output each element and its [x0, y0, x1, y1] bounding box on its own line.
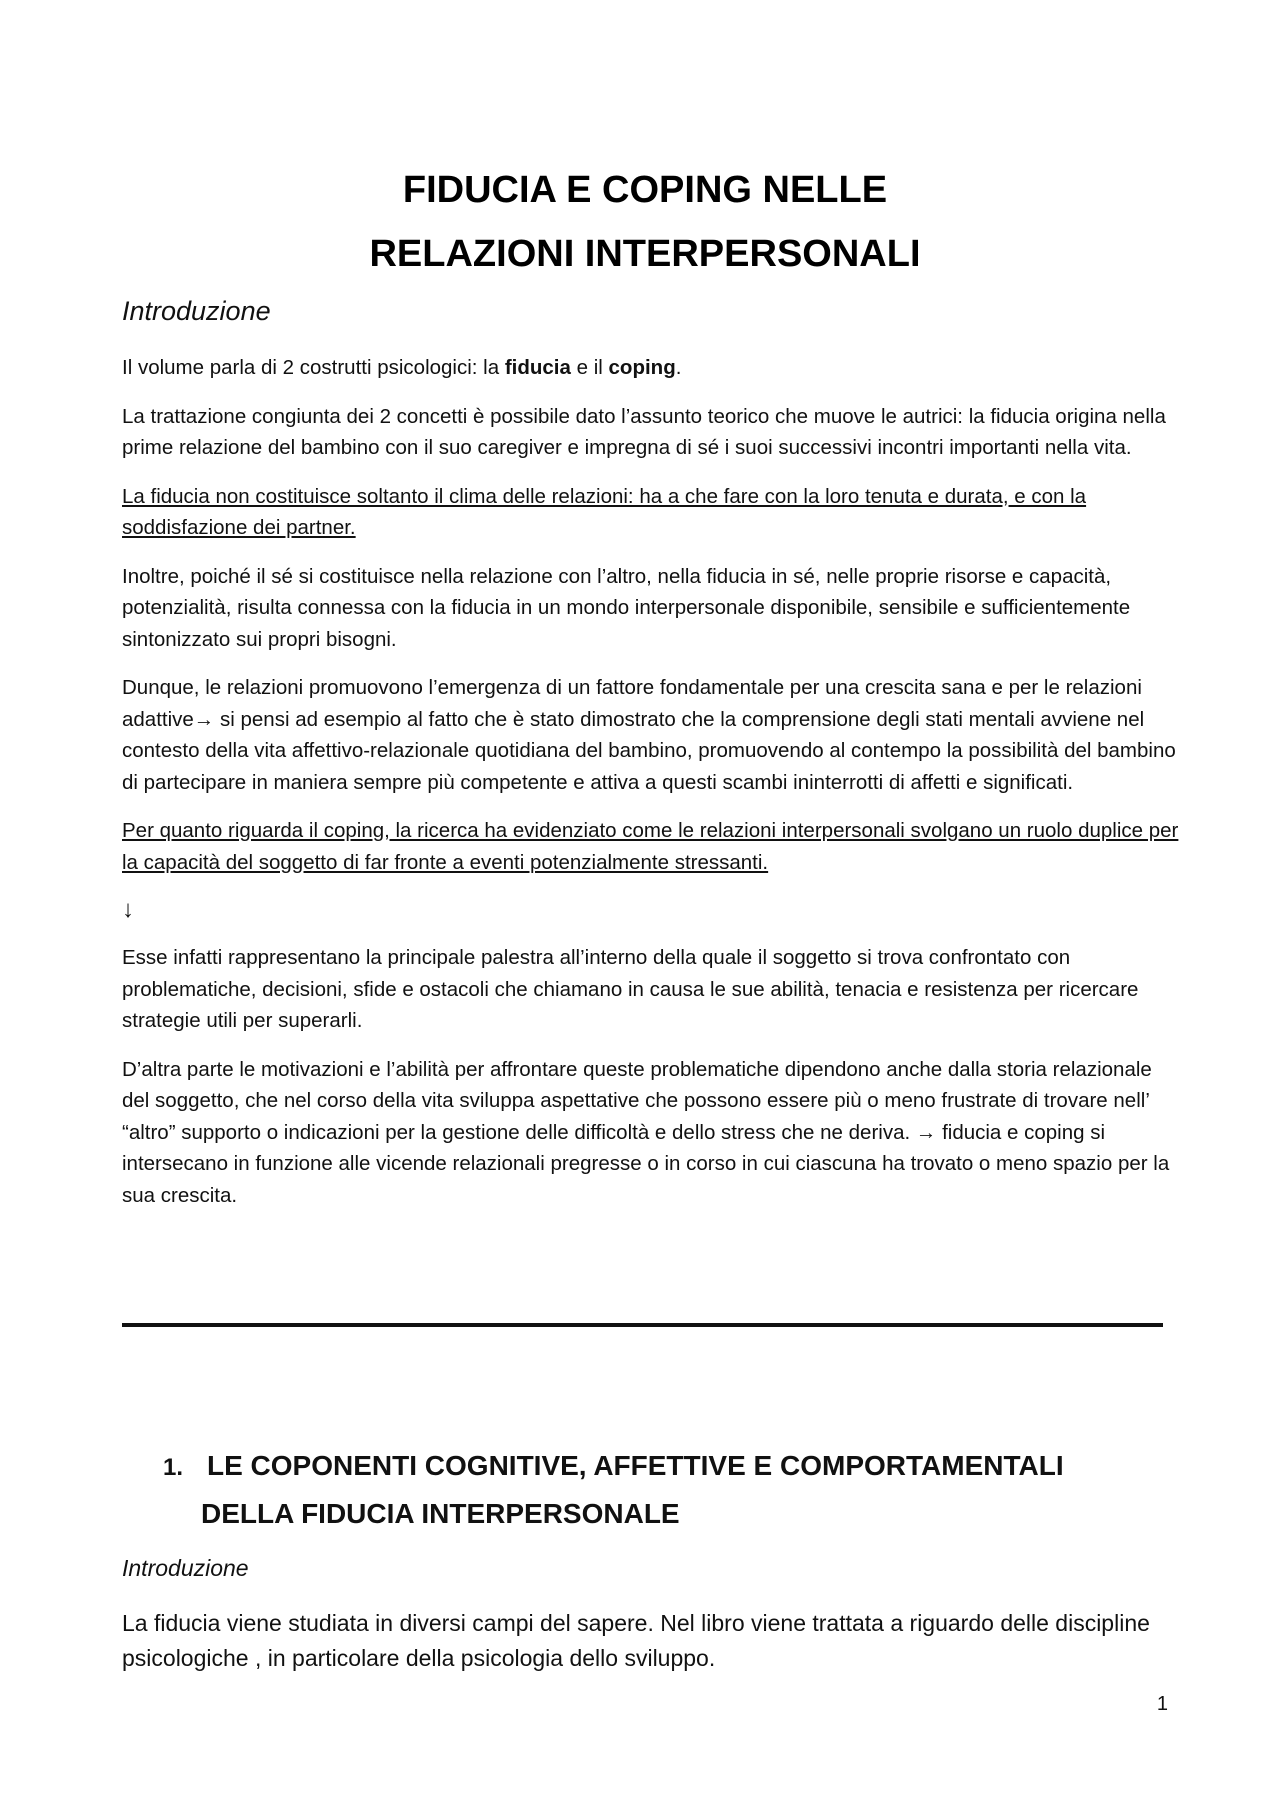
chapter-heading: [163, 1443, 1163, 1537]
paragraph-8: D’altra parte le motivazioni e l’abilità per affrontare queste problematiche dipendono anche dalla storia relazionale del soggetto, che nel corso della vita sviluppa aspettative che possono essere più o meno frustrate di trovare nell’ “altro” supporto o indicazioni per la gestione delle difficoltà e dello stress che ne deriva. → fiducia e coping si intersecano in funzione alle vicende relazionali pregresse o in corso in cui ciascuna ha trovato o meno spazio per la sua crescita.: [122, 1057, 1170, 1207]
chapter-title-line-2: DELLA FIDUCIA INTERPERSONALE: [201, 1498, 680, 1529]
paragraph-2: La trattazione congiunta dei 2 concetti è possibile dato l’assunto teorico che muove le autrici: la fiducia origina nella prime relazione del bambino con il suo caregiver e impregna di sé i suoi successivi incontri importanti nella vita.: [122, 404, 1166, 459]
down-arrow-icon: ↓: [122, 896, 134, 923]
chapter-paragraph-1: La fiducia viene studiata in diversi campi del sapere. Nel libro viene trattata a riguardo delle discipline psicologiche , in particolare della psicologia dello sviluppo.: [122, 1610, 1150, 1671]
chapter-number: 1.: [163, 1454, 184, 1481]
paragraph-1: [122, 352, 1182, 384]
chapter-body: [122, 1606, 1182, 1676]
paragraph-5: Dunque, le relazioni promuovono l’emergenza di un fattore fondamentale per una crescita sana e per le relazioni adattive→ si pensi ad esempio al fatto che è stato dimostrato che la comprensione degli stati mentali avviene nel contesto della vita affettivo-relazionale quotidiana del bambino, promuovendo al contempo la possibilità del bambino di partecipare in maniera sempre più competente e attiva a questi scambi ininterrotti di affetti e significati.: [122, 676, 1176, 794]
section-divider: [122, 1323, 1163, 1327]
p1-text-a: Il volume parla di 2 costrutti psicologici: la: [122, 356, 505, 379]
p1-bold-coping: coping: [608, 356, 676, 379]
chapter-intro-heading: Introduzione: [122, 1555, 249, 1581]
paragraph-7: Esse infatti rappresentano la principale palestra all’interno della quale il soggetto si trova confrontato con problematiche, decisioni, sfide e ostacoli che chiamano in causa le sue abilità, tenacia e resistenza per ricercare strategie utili per superarli.: [122, 946, 1139, 1032]
title-line-2: RELAZIONI INTERPERSONALI: [369, 233, 921, 275]
title-line-1: FIDUCIA E COPING NELLE: [402, 169, 888, 211]
p1-bold-fiducia: fiducia: [504, 356, 571, 379]
document-title: [0, 158, 1280, 286]
chapter-heading-line-1: [163, 1443, 1163, 1491]
intro-heading: Introduzione: [122, 296, 271, 326]
page-number: 1: [1156, 1693, 1168, 1715]
intro-body: [122, 352, 1182, 1228]
paragraph-6-underlined: Per quanto riguarda il coping, la ricerca ha evidenziato come le relazioni interpersonali svolgano un ruolo duplice per la capacità del soggetto di far fronte a eventi potenzialmente stressanti.: [122, 819, 1179, 874]
paragraph-3-underlined: La fiducia non costituisce soltanto il clima delle relazioni: ha a che fare con la loro tenuta e durata, e con la soddisfazione dei partner.: [122, 484, 1087, 539]
paragraph-4: Inoltre, poiché il sé si costituisce nella relazione con l’altro, nella fiducia in sé, nelle proprie risorse e capacità, potenzialità, risulta connessa con la fiducia in un mondo interpersonale disponibile, sensibile e sufficientemente sintonizzato sui propri bisogni.: [122, 564, 1131, 651]
chapter-title-line-1: LE COPONENTI COGNITIVE, AFFETTIVE E COMPORTAMENTALI: [207, 1450, 1064, 1481]
p1-text-c: .: [675, 356, 682, 379]
p1-text-b: e il: [570, 356, 609, 379]
